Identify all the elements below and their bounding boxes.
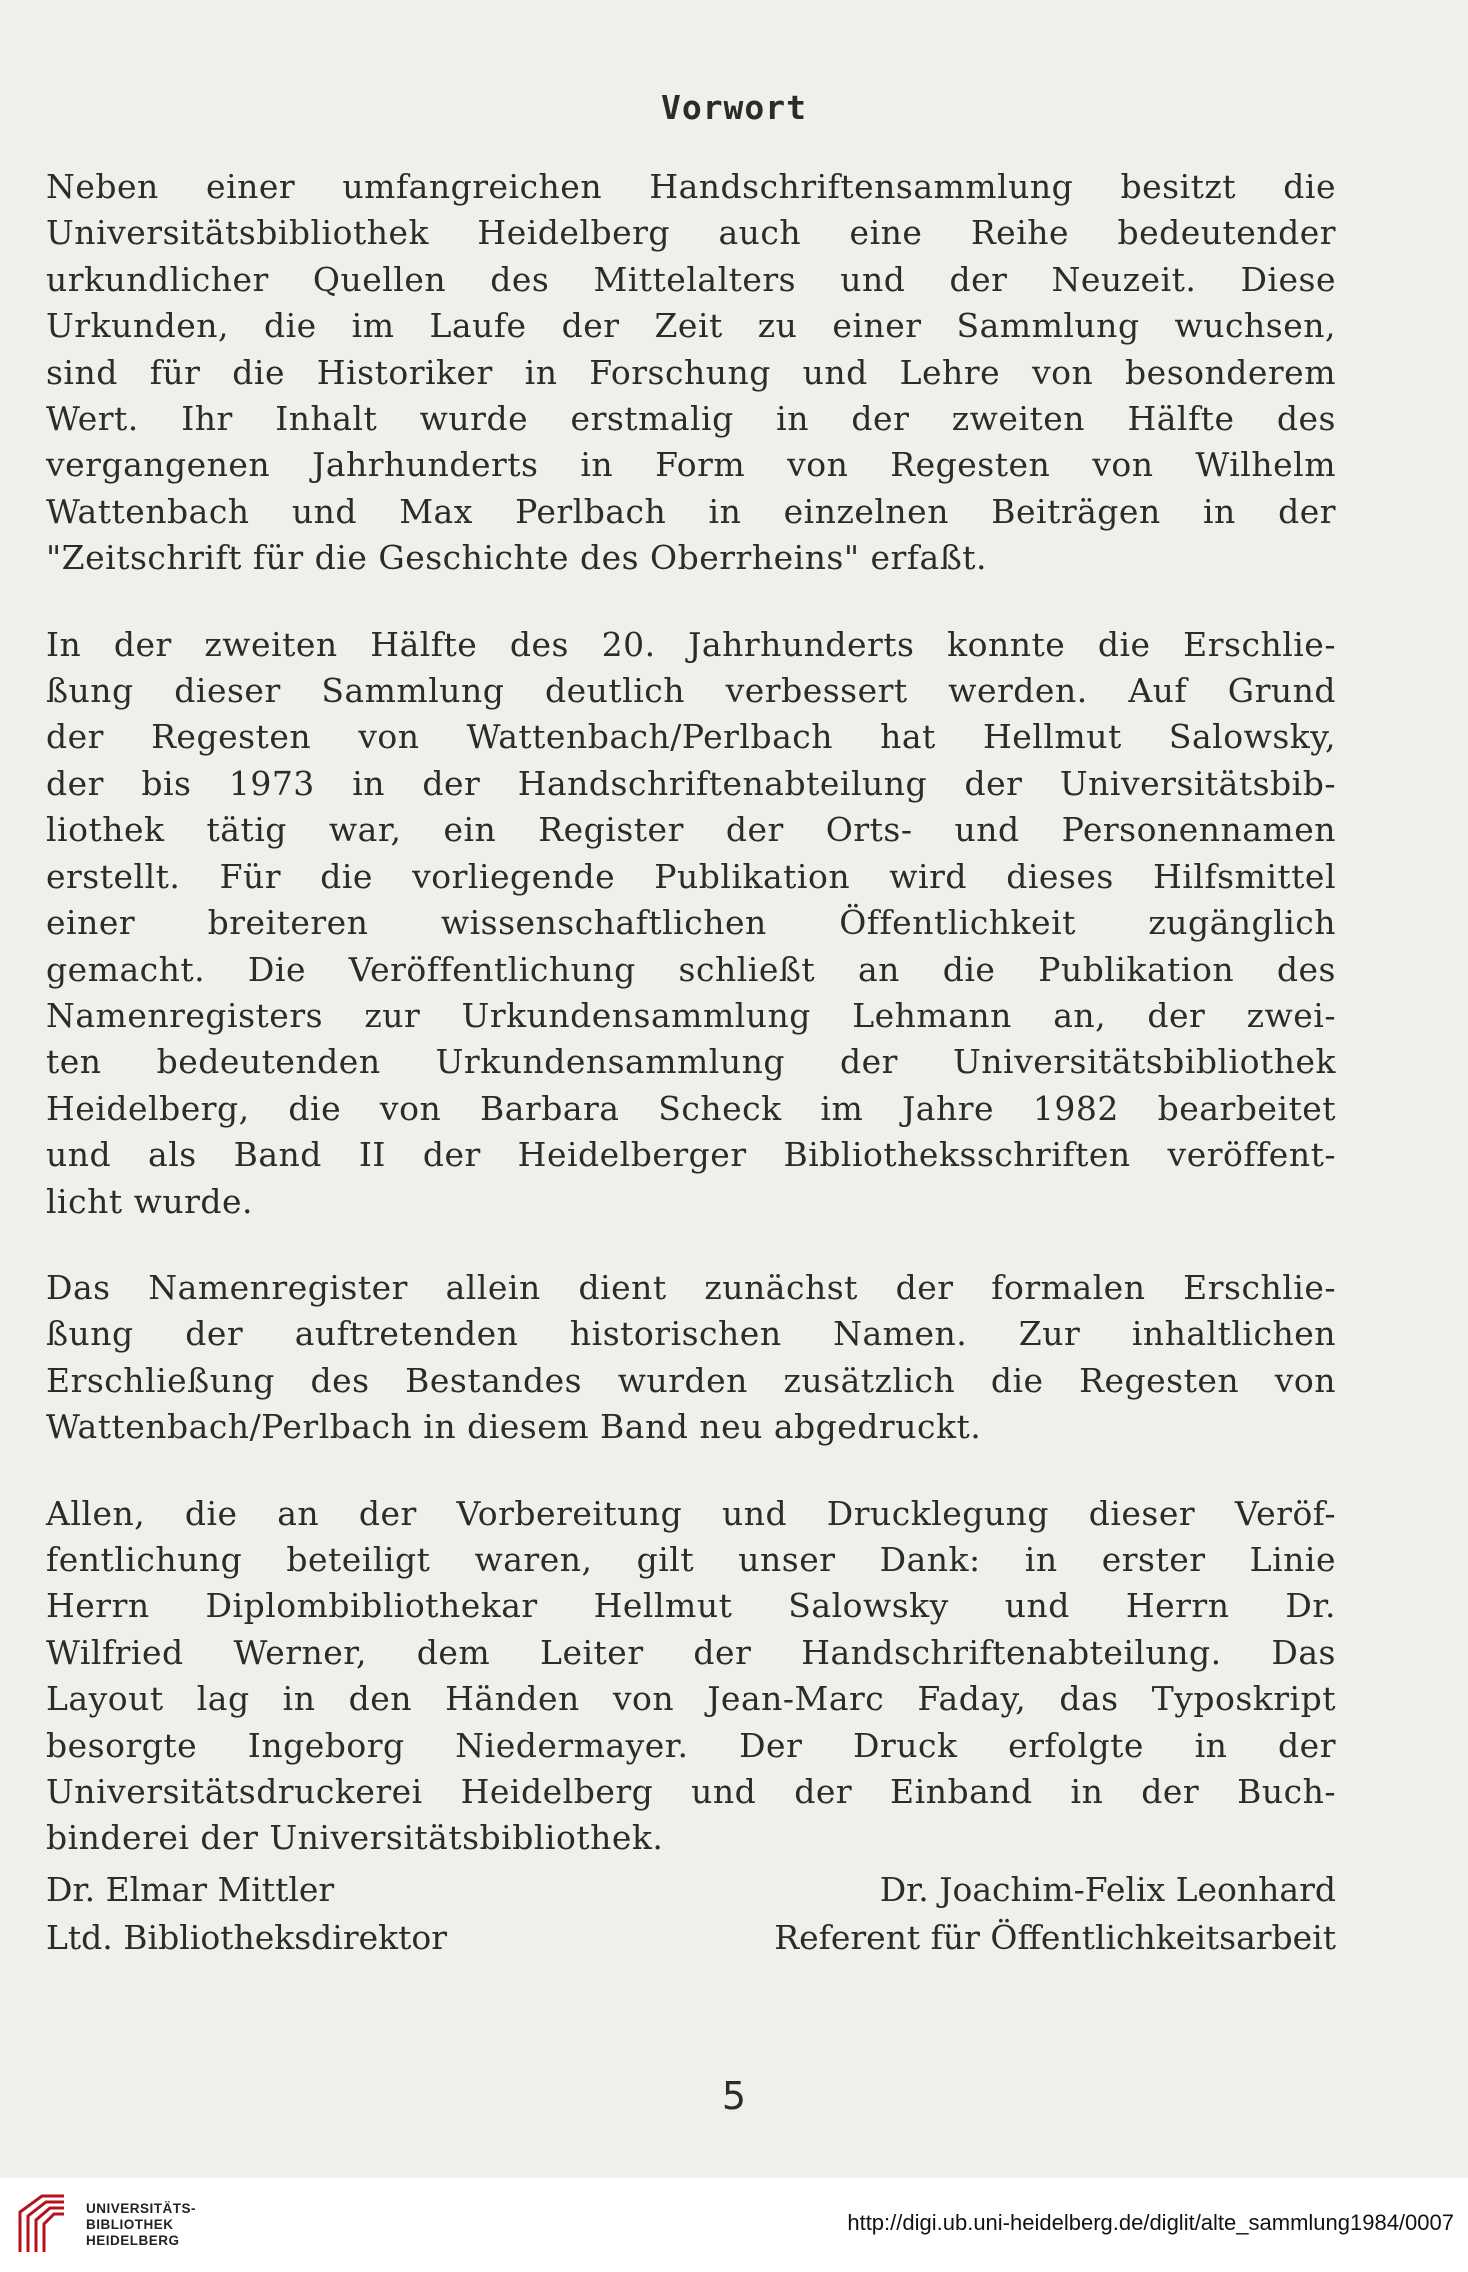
text-line: Erschließung des Bestandes wurden zusätzlich die Regesten von bbox=[46, 1360, 1336, 1400]
text-line: einer breiteren wissenschaftlichen Öffentlichkeit zugänglich bbox=[46, 903, 1336, 943]
source-url-link[interactable]: http://digi.ub.uni-heidelberg.de/diglit/alte_sammlung1984/0007 bbox=[847, 2210, 1454, 2235]
text-line: liothek tätig war, ein Register der Orts- und Personennamen bbox=[46, 810, 1336, 850]
text-line: sind für die Historiker in Forschung und Lehre von besonderem bbox=[46, 352, 1336, 392]
library-logo-text bbox=[86, 2201, 196, 2249]
signature-right-name: Dr. Joachim-Felix Leonhard bbox=[879, 1870, 1336, 1909]
text-line: und als Band II der Heidelberger Bibliotheksschriften veröffent- bbox=[46, 1135, 1336, 1175]
paragraph-3 bbox=[46, 1265, 1336, 1451]
text-line: urkundlicher Quellen des Mittelalters und der Neuzeit. Diese bbox=[46, 259, 1336, 299]
text-line: Universitätsbibliothek Heidelberg auch eine Reihe bedeutender bbox=[46, 213, 1336, 253]
logo-line: HEIDELBERG bbox=[86, 2233, 180, 2248]
text-line: besorgte Ingeborg Niedermayer. Der Druck erfolgte in der bbox=[46, 1725, 1336, 1765]
text-line: der bis 1973 in der Handschriftenabteilung der Universitätsbib- bbox=[46, 763, 1336, 803]
text-line: In der zweiten Hälfte des 20. Jahrhunderts konnte die Erschlie- bbox=[46, 624, 1336, 664]
text-line: binderei der Universitätsbibliothek. bbox=[46, 1818, 664, 1858]
text-line: Wert. Ihr Inhalt wurde erstmalig in der zweiten Hälfte des bbox=[46, 399, 1336, 439]
signature-left-title: Ltd. Bibliotheksdirektor bbox=[46, 1918, 448, 1957]
text-line: Neben einer umfangreichen Handschriftensammlung besitzt die bbox=[46, 167, 1336, 206]
text-line: Herrn Diplombibliothekar Hellmut Salowsky und Herrn Dr. bbox=[46, 1586, 1336, 1626]
text-line: Allen, die an der Vorbereitung und Drucklegung dieser Veröf- bbox=[46, 1493, 1336, 1533]
text-line: erstellt. Für die vorliegende Publikation wird dieses Hilfsmittel bbox=[46, 856, 1336, 896]
signature-title-row bbox=[46, 1914, 1336, 1962]
text-line: ten bedeutenden Urkundensammlung der Universitätsbibliothek bbox=[46, 1042, 1336, 1082]
signature-block bbox=[46, 1866, 1336, 1962]
text-line: Heidelberg, die von Barbara Scheck im Jahre 1982 bearbeitet bbox=[46, 1088, 1336, 1128]
library-logo-icon bbox=[12, 2190, 74, 2260]
text-line: Universitätsdruckerei Heidelberg und der Einband in der Buch- bbox=[46, 1772, 1336, 1811]
text-line: vergangenen Jahrhunderts in Form von Regesten von Wilhelm bbox=[46, 445, 1336, 485]
text-line: gemacht. Die Veröffentlichung schließt an die Publikation des bbox=[46, 949, 1336, 989]
logo-line: UNIVERSITÄTS- bbox=[86, 2201, 197, 2216]
text-line: Urkunden, die im Laufe der Zeit zu einer Sammlung wuchsen, bbox=[46, 306, 1336, 346]
text-line: Wattenbach/Perlbach in diesem Band neu abgedruckt. bbox=[46, 1407, 982, 1447]
text-line: "Zeitschrift für die Geschichte des Oberrheins" erfaßt. bbox=[46, 538, 987, 578]
page-title: Vorwort bbox=[660, 88, 808, 127]
body-text bbox=[46, 164, 1336, 1902]
signature-right-title: Referent für Öffentlichkeitsarbeit bbox=[774, 1918, 1336, 1957]
text-line: Wilfried Werner, dem Leiter der Handschriftenabteilung. Das bbox=[46, 1632, 1336, 1672]
text-line: Das Namenregister allein dient zunächst der formalen Erschlie- bbox=[46, 1267, 1336, 1307]
signature-left-name: Dr. Elmar Mittler bbox=[46, 1870, 335, 1909]
footer-bar bbox=[0, 2178, 1468, 2272]
text-line: Wattenbach und Max Perlbach in einzelnen Beiträgen in der bbox=[46, 491, 1336, 531]
page-number: 5 bbox=[721, 2074, 747, 2118]
paragraph-2 bbox=[46, 622, 1336, 1225]
text-line: Namenregisters zur Urkundensammlung Lehmann an, der zwei- bbox=[46, 995, 1336, 1035]
text-line: Layout lag in den Händen von Jean-Marc Faday, das Typoskript bbox=[46, 1679, 1336, 1719]
signature-name-row bbox=[46, 1866, 1336, 1914]
text-line: der Regesten von Wattenbach/Perlbach hat Hellmut Salowsky, bbox=[46, 717, 1336, 757]
text-line: licht wurde. bbox=[46, 1181, 254, 1221]
logo-line: BIBLIOTHEK bbox=[86, 2217, 174, 2232]
text-line: fentlichung beteiligt waren, gilt unser Dank: in erster Linie bbox=[46, 1539, 1336, 1579]
library-logo[interactable] bbox=[12, 2190, 196, 2260]
paragraph-4 bbox=[46, 1491, 1336, 1862]
text-line: ßung der auftretenden historischen Namen. Zur inhaltlichen bbox=[46, 1314, 1336, 1354]
text-line: ßung dieser Sammlung deutlich verbessert werden. Auf Grund bbox=[46, 671, 1336, 711]
paragraph-1 bbox=[46, 164, 1336, 582]
